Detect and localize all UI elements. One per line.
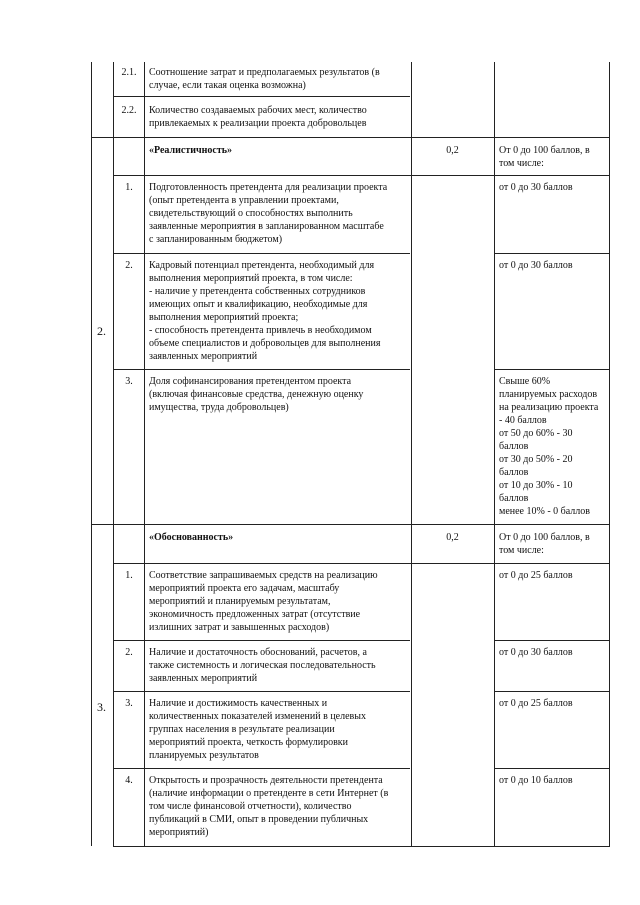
table-border-left-inner <box>113 62 114 846</box>
criterion-score: от 0 до 30 баллов <box>499 647 573 658</box>
row-number: 1. <box>125 570 133 581</box>
row-line <box>113 691 410 692</box>
criterion-score: от 0 до 10 баллов <box>499 775 573 786</box>
row-number: 3. <box>125 698 133 709</box>
criterion-text: Наличие и достижимость качественных и количественных показателей изменений в целевых группах населения в результате реализации мероприятий проекта, четкость формулировки планируемых результатов <box>149 698 366 761</box>
row-line <box>113 640 410 641</box>
table-border-left-outer <box>91 62 92 846</box>
section-score: От 0 до 100 баллов, в том числе: <box>499 532 590 556</box>
row-line <box>494 768 610 769</box>
row-line <box>113 846 610 847</box>
table-border-weight <box>494 62 495 846</box>
section-title: «Реалистичность» <box>149 145 233 156</box>
row-number: 2. <box>125 260 133 271</box>
criterion-text: Наличие и достаточность обоснований, расчетов, а также системность и логическая последовательность заявленных мероприятий <box>149 647 376 684</box>
criterion-text: Соотношение затрат и предполагаемых результатов (в случае, если такая оценка возможна) <box>149 67 380 91</box>
table-border-num <box>144 62 145 846</box>
row-number: 2.2. <box>121 105 137 116</box>
section-weight: 0,2 <box>446 532 459 543</box>
section-title: «Обоснованность» <box>149 532 234 543</box>
row-number: 2. <box>125 647 133 658</box>
section-number: 2. <box>97 324 106 338</box>
row-line <box>113 563 610 564</box>
row-number: 2.1. <box>121 67 137 78</box>
criterion-text: Подготовленность претендента для реализации проекта (опыт претендента в управлении проектами, свидетельствующий о способностях выполнить заявленные мероприятия в запланированном масштабе с запланированным бюджетом) <box>149 182 388 245</box>
criterion-text: Доля софинансирования претендентом проекта (включая финансовые средства, денежную оценку имущества, труда добровольцев) <box>149 376 364 413</box>
row-number: 3. <box>125 376 133 387</box>
criterion-score: от 0 до 25 баллов <box>499 698 573 709</box>
section-number: 3. <box>97 700 106 714</box>
section-weight: 0,2 <box>446 145 459 156</box>
row-line <box>113 175 610 176</box>
criterion-score: от 0 до 30 баллов <box>499 182 573 193</box>
row-line <box>494 253 610 254</box>
row-line <box>113 369 410 370</box>
row-line <box>494 691 610 692</box>
row-line <box>494 369 610 370</box>
criterion-text: Открытость и прозрачность деятельности претендента (наличие информации о претенденте в сети Интернет (в том числе финансовой отчетности), количество публикаций в СМИ, опыт в проведении публичных мероприятий) <box>149 775 389 838</box>
criterion-text: Кадровый потенциал претендента, необходимый для выполнения мероприятий проекта, в том числе: - наличие у претендента собственных сотрудников имеющих опыт и квалификацию, необходимые для выполнения мероприятий проекта; - способность претендента привлечь в необходимом объеме специалистов и добровольцев для выполнения заявленных мероприятий <box>149 260 381 362</box>
row-line <box>494 640 610 641</box>
row-line <box>113 768 410 769</box>
table-border-right <box>609 62 610 846</box>
section-score: От 0 до 100 баллов, в том числе: <box>499 145 590 169</box>
row-line <box>91 524 610 525</box>
table-border-text <box>411 62 412 846</box>
criterion-text: Соответствие запрашиваемых средств на реализацию мероприятий проекта его задачам, масштабу мероприятий и планируемым результатам, экономичность предложенных затрат (отсутствие излишних затрат и завышенных расходов) <box>149 570 378 633</box>
row-line <box>113 253 410 254</box>
criterion-text: Количество создаваемых рабочих мест, количество привлекаемых к реализации проекта добровольцев <box>149 105 367 129</box>
row-line <box>113 96 410 97</box>
criterion-score: от 0 до 25 баллов <box>499 570 573 581</box>
criterion-score: Свыше 60% планируемых расходов на реализацию проекта - 40 баллов от 50 до 60% - 30 баллов от 30 до 50% - 20 баллов от 10 до 30% - 10 баллов менее 10% - 0 баллов <box>499 376 599 517</box>
criterion-score: от 0 до 30 баллов <box>499 260 573 271</box>
row-line <box>91 137 610 138</box>
row-number: 4. <box>125 775 133 786</box>
row-number: 1. <box>125 182 133 193</box>
